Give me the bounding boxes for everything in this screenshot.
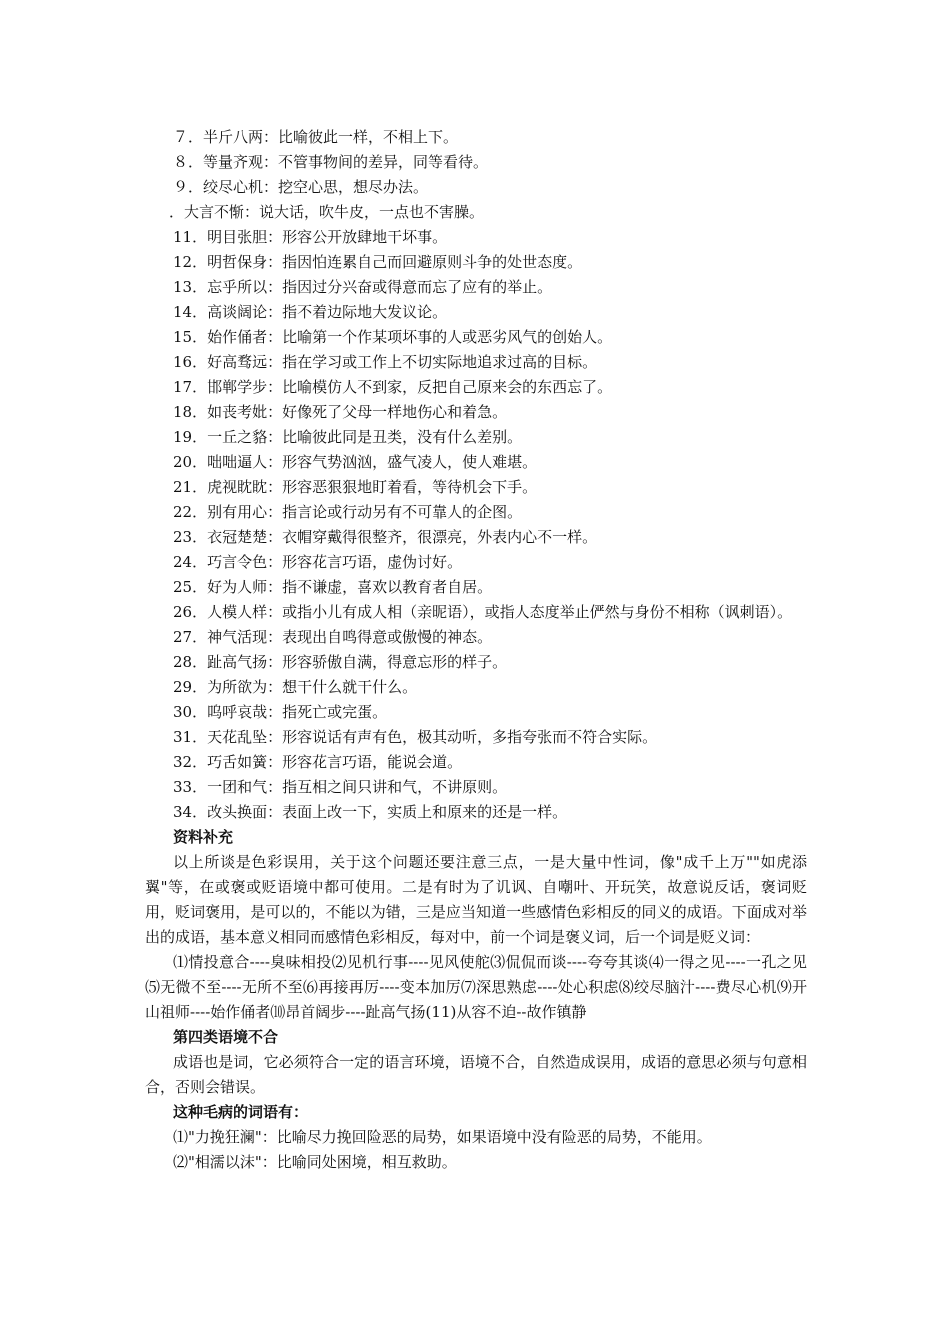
- idiom-item: 14．高谈阔论：指不着边际地大发议论。: [173, 303, 448, 321]
- idiom-item: 19．一丘之貉：比喻彼此同是丑类，没有什么差别。: [173, 428, 523, 446]
- idiom-item: 21．虎视眈眈：形容恶狠狠地盯着看，等待机会下手。: [173, 478, 538, 496]
- idiom-item: 31．天花乱坠：形容说话有声有色，极其动听，多指夸张而不符合实际。: [173, 728, 658, 746]
- supplement-heading: 资料补充: [173, 828, 234, 846]
- idiom-item: ８．等量齐观：不管事物间的差异，同等看待。: [173, 153, 489, 171]
- idiom-item: 18．如丧考妣：好像死了父母一样地伤心和着急。: [173, 403, 508, 421]
- document-body: [145, 125, 807, 1175]
- idiom-item: 17．邯郸学步：比喻模仿人不到家，反把自己原来会的东西忘了。: [173, 378, 613, 396]
- idiom-item: 28．趾高气扬：形容骄傲自满，得意忘形的样子。: [173, 653, 508, 671]
- idiom-item: 20．咄咄逼人：形容气势汹汹，盛气凌人，使人难堪。: [173, 453, 538, 471]
- idiom-item: 15．始作俑者：比喻第一个作某项坏事的人或恶劣风气的创始人。: [173, 328, 613, 346]
- idiom-item: 11．明目张胆：形容公开放肆地干坏事。: [173, 228, 448, 246]
- idiom-item: 26．人模人样：或指小儿有成人相（亲昵语），或指人态度举止俨然与身份不相称（讽刺语）。: [173, 603, 793, 621]
- idiom-pairs-paragraph: ⑴情投意合----臭味相投⑵见机行事----见风使舵⑶侃侃而谈----夸夸其谈⑷一得之见----一孔之见⑸无微不至----无所不至⑹再接再厉----变本加厉⑺深思熟虑----处心积虑⑻绞尽脑汁----费尽心机⑼开山祖师----始作俑者⑽昂首阔步----趾高气扬(11)从容不迫--故作镇静: [145, 953, 807, 1021]
- idiom-item: ．大言不惭：说大话，吹牛皮，一点也不害臊。: [169, 203, 485, 221]
- faulty-word-item: ⑵"相濡以沫"：比喻同处困境，相互救助。: [173, 1153, 457, 1171]
- idiom-item: 24．巧言令色：形容花言巧语，虚伪讨好。: [173, 553, 463, 571]
- idiom-item: 33．一团和气：指互相之间只讲和气，不讲原则。: [173, 778, 508, 796]
- idiom-item: 22．别有用心：指言论或行动另有不可靠人的企图。: [173, 503, 523, 521]
- idiom-item: 25．好为人师：指不谦虚，喜欢以教育者自居。: [173, 578, 493, 596]
- idiom-item: 29．为所欲为：想干什么就干什么。: [173, 678, 418, 696]
- faulty-words-heading: 这种毛病的词语有：: [173, 1103, 309, 1121]
- idiom-item: ９．绞尽心机：挖空心思，想尽办法。: [173, 178, 429, 196]
- idiom-item: 27．神气活现：表现出自鸣得意或傲慢的神态。: [173, 628, 493, 646]
- supplement-paragraph: 以上所谈是色彩误用，关于这个问题还要注意三点，一是大量中性词，像"成千上万""如虎添翼"等，在或褒或贬语境中都可使用。二是有时为了讥讽、自嘲叶、开玩笑，故意说反话，褒词贬用，贬词褒用，是可以的，不能以为错，三是应当知道一些感情色彩相反的同义的成语。下面成对举出的成语，基本意义相同而感情色彩相反，每对中，前一个词是褒义词，后一个词是贬义词：: [145, 853, 807, 946]
- section-paragraph: 成语也是词，它必须符合一定的语言环境，语境不合，自然造成误用，成语的意思必须与句意相合，否则会错误。: [145, 1053, 807, 1096]
- section-heading: 第四类语境不合: [173, 1028, 279, 1046]
- idiom-item: ７．半斤八两：比喻彼此一样，不相上下。: [173, 128, 459, 146]
- idiom-item: 16．好高骛远：指在学习或工作上不切实际地追求过高的目标。: [173, 353, 598, 371]
- idiom-item: 12．明哲保身：指因怕连累自己而回避原则斗争的处世态度。: [173, 253, 583, 271]
- idiom-item: 34．改头换面：表面上改一下，实质上和原来的还是一样。: [173, 803, 568, 821]
- idiom-item: 23．衣冠楚楚：衣帽穿戴得很整齐，很漂亮，外表内心不一样。: [173, 528, 598, 546]
- idiom-item: 13．忘乎所以：指因过分兴奋或得意而忘了应有的举止。: [173, 278, 553, 296]
- idiom-item: 30．呜呼哀哉：指死亡或完蛋。: [173, 703, 388, 721]
- faulty-word-item: ⑴"力挽狂澜"：比喻尽力挽回险恶的局势，如果语境中没有险恶的局势，不能用。: [173, 1128, 712, 1146]
- idiom-item: 32．巧舌如簧：形容花言巧语，能说会道。: [173, 753, 463, 771]
